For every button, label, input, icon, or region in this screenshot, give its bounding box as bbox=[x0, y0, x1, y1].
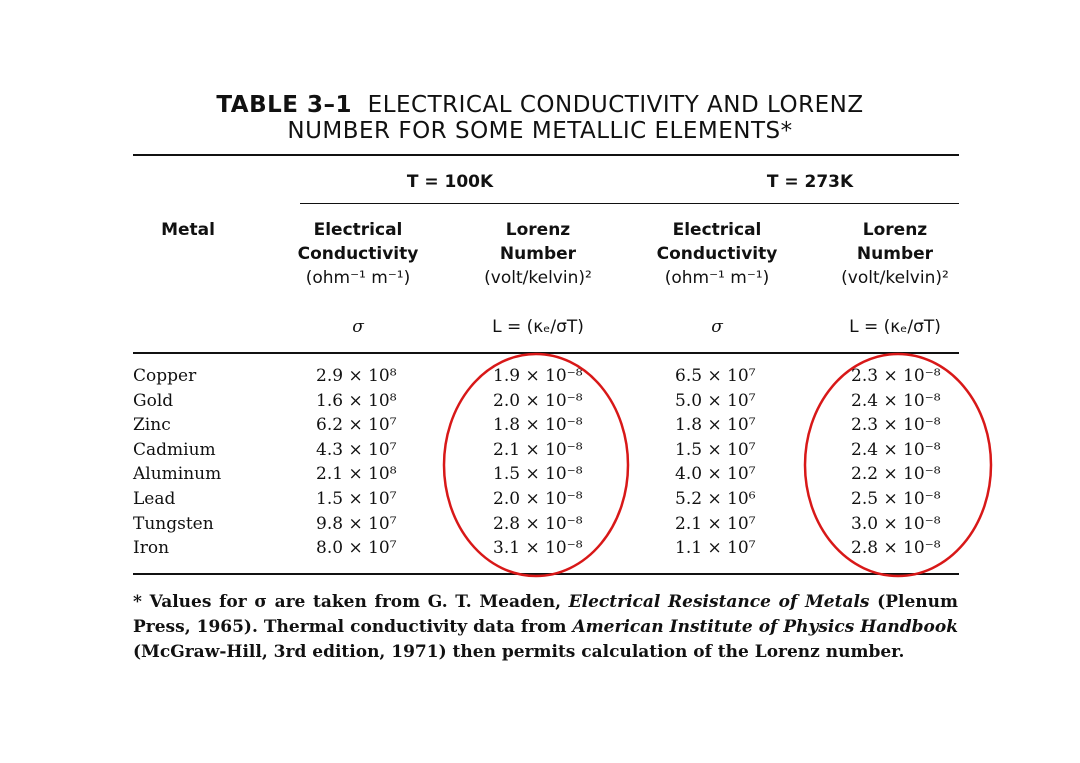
lorenz-273k: 2.5 × 10⁻⁸ bbox=[851, 489, 941, 509]
lorenz-100k: 3.1 × 10⁻⁸ bbox=[493, 538, 583, 558]
group-header-273k: T = 273K bbox=[766, 172, 854, 192]
metal-name: Aluminum bbox=[133, 464, 222, 484]
lorenz-100k: 1.8 × 10⁻⁸ bbox=[493, 415, 583, 435]
lorenz-273k: 2.3 × 10⁻⁸ bbox=[851, 415, 941, 435]
lorenz-100k: 2.8 × 10⁻⁸ bbox=[493, 514, 583, 534]
lorenz-formula-100k: L = (κₑ/σT) bbox=[492, 317, 584, 337]
metal-name: Tungsten bbox=[133, 514, 214, 534]
lorenz-273k: 2.2 × 10⁻⁸ bbox=[851, 464, 941, 484]
lorenz-273k: 2.4 × 10⁻⁸ bbox=[851, 391, 941, 411]
conductivity-273k: 5.2 × 10⁶ bbox=[675, 489, 756, 509]
conductivity-100k: 2.9 × 10⁸ bbox=[316, 366, 397, 386]
conductivity-100k: 8.0 × 10⁷ bbox=[316, 538, 397, 558]
sigma-symbol-273k: σ bbox=[711, 317, 723, 337]
lorenz-100k: 2.0 × 10⁻⁸ bbox=[493, 489, 583, 509]
metal-name: Copper bbox=[133, 366, 197, 386]
metal-name: Cadmium bbox=[133, 440, 216, 460]
lorenz-273k: 2.8 × 10⁻⁸ bbox=[851, 538, 941, 558]
lorenz-100k: 1.5 × 10⁻⁸ bbox=[493, 464, 583, 484]
conductivity-273k: 5.0 × 10⁷ bbox=[675, 391, 756, 411]
highlight-ellipse-lorenz-100k bbox=[444, 354, 628, 576]
metal-name: Zinc bbox=[133, 415, 171, 435]
conductivity-100k-header: Electrical Conductivity (ohm⁻¹ m⁻¹) bbox=[297, 220, 419, 288]
group-header-100k: T = 100K bbox=[406, 172, 494, 192]
metal-name: Lead bbox=[133, 489, 176, 509]
footnote-text-1: * Values for σ are taken from G. T. Meaden, bbox=[133, 592, 569, 612]
conductivity-273k: 1.5 × 10⁷ bbox=[675, 440, 756, 460]
lorenz-100k: 1.9 × 10⁻⁸ bbox=[493, 366, 583, 386]
sigma-symbol-100k: σ bbox=[352, 317, 364, 337]
metal-column-header: Metal bbox=[161, 220, 215, 240]
footnote-text-2: (Plenum Press, 1965). Thermal conductivity data from bbox=[133, 592, 958, 637]
lorenz-273k: 2.3 × 10⁻⁸ bbox=[851, 366, 941, 386]
conductivity-273k: 6.5 × 10⁷ bbox=[675, 366, 756, 386]
lorenz-formula-273k: L = (κₑ/σT) bbox=[849, 317, 941, 337]
conductivity-100k: 2.1 × 10⁸ bbox=[316, 464, 397, 484]
conductivity-273k-header: Electrical Conductivity (ohm⁻¹ m⁻¹) bbox=[656, 220, 778, 288]
conductivity-100k: 1.5 × 10⁷ bbox=[316, 489, 397, 509]
metal-name: Iron bbox=[133, 538, 170, 558]
conductivity-273k: 2.1 × 10⁷ bbox=[675, 514, 756, 534]
title-text-1: ELECTRICAL CONDUCTIVITY AND LORENZ bbox=[367, 92, 864, 118]
conductivity-100k: 4.3 × 10⁷ bbox=[316, 440, 397, 460]
lorenz-273k: 3.0 × 10⁻⁸ bbox=[851, 514, 941, 534]
conductivity-100k: 1.6 × 10⁸ bbox=[316, 391, 397, 411]
conductivity-100k: 9.8 × 10⁷ bbox=[316, 514, 397, 534]
conductivity-273k: 1.8 × 10⁷ bbox=[675, 415, 756, 435]
conductivity-273k: 1.1 × 10⁷ bbox=[675, 538, 756, 558]
conductivity-273k: 4.0 × 10⁷ bbox=[675, 464, 756, 484]
metal-name: Gold bbox=[133, 391, 174, 411]
highlight-ellipse-lorenz-273k bbox=[805, 354, 991, 576]
conductivity-100k: 6.2 × 10⁷ bbox=[316, 415, 397, 435]
lorenz-100k: 2.1 × 10⁻⁸ bbox=[493, 440, 583, 460]
lorenz-100k-header: Lorenz Number (volt/kelvin)² bbox=[484, 220, 592, 288]
lorenz-273k-header: Lorenz Number (volt/kelvin)² bbox=[841, 220, 949, 288]
lorenz-273k: 2.4 × 10⁻⁸ bbox=[851, 440, 941, 460]
footnote-book-2: American Institute of Physics Handbook bbox=[572, 617, 958, 637]
footnote-text-3: (McGraw-Hill, 3rd edition, 1971) then permits calculation of the Lorenz number. bbox=[133, 642, 905, 662]
lorenz-100k: 2.0 × 10⁻⁸ bbox=[493, 391, 583, 411]
table-number: TABLE 3–1 bbox=[216, 92, 353, 118]
footnote-book-1: Electrical Resistance of Metals bbox=[568, 592, 870, 612]
title-line-2: NUMBER FOR SOME METALLIC ELEMENTS* bbox=[287, 118, 793, 144]
